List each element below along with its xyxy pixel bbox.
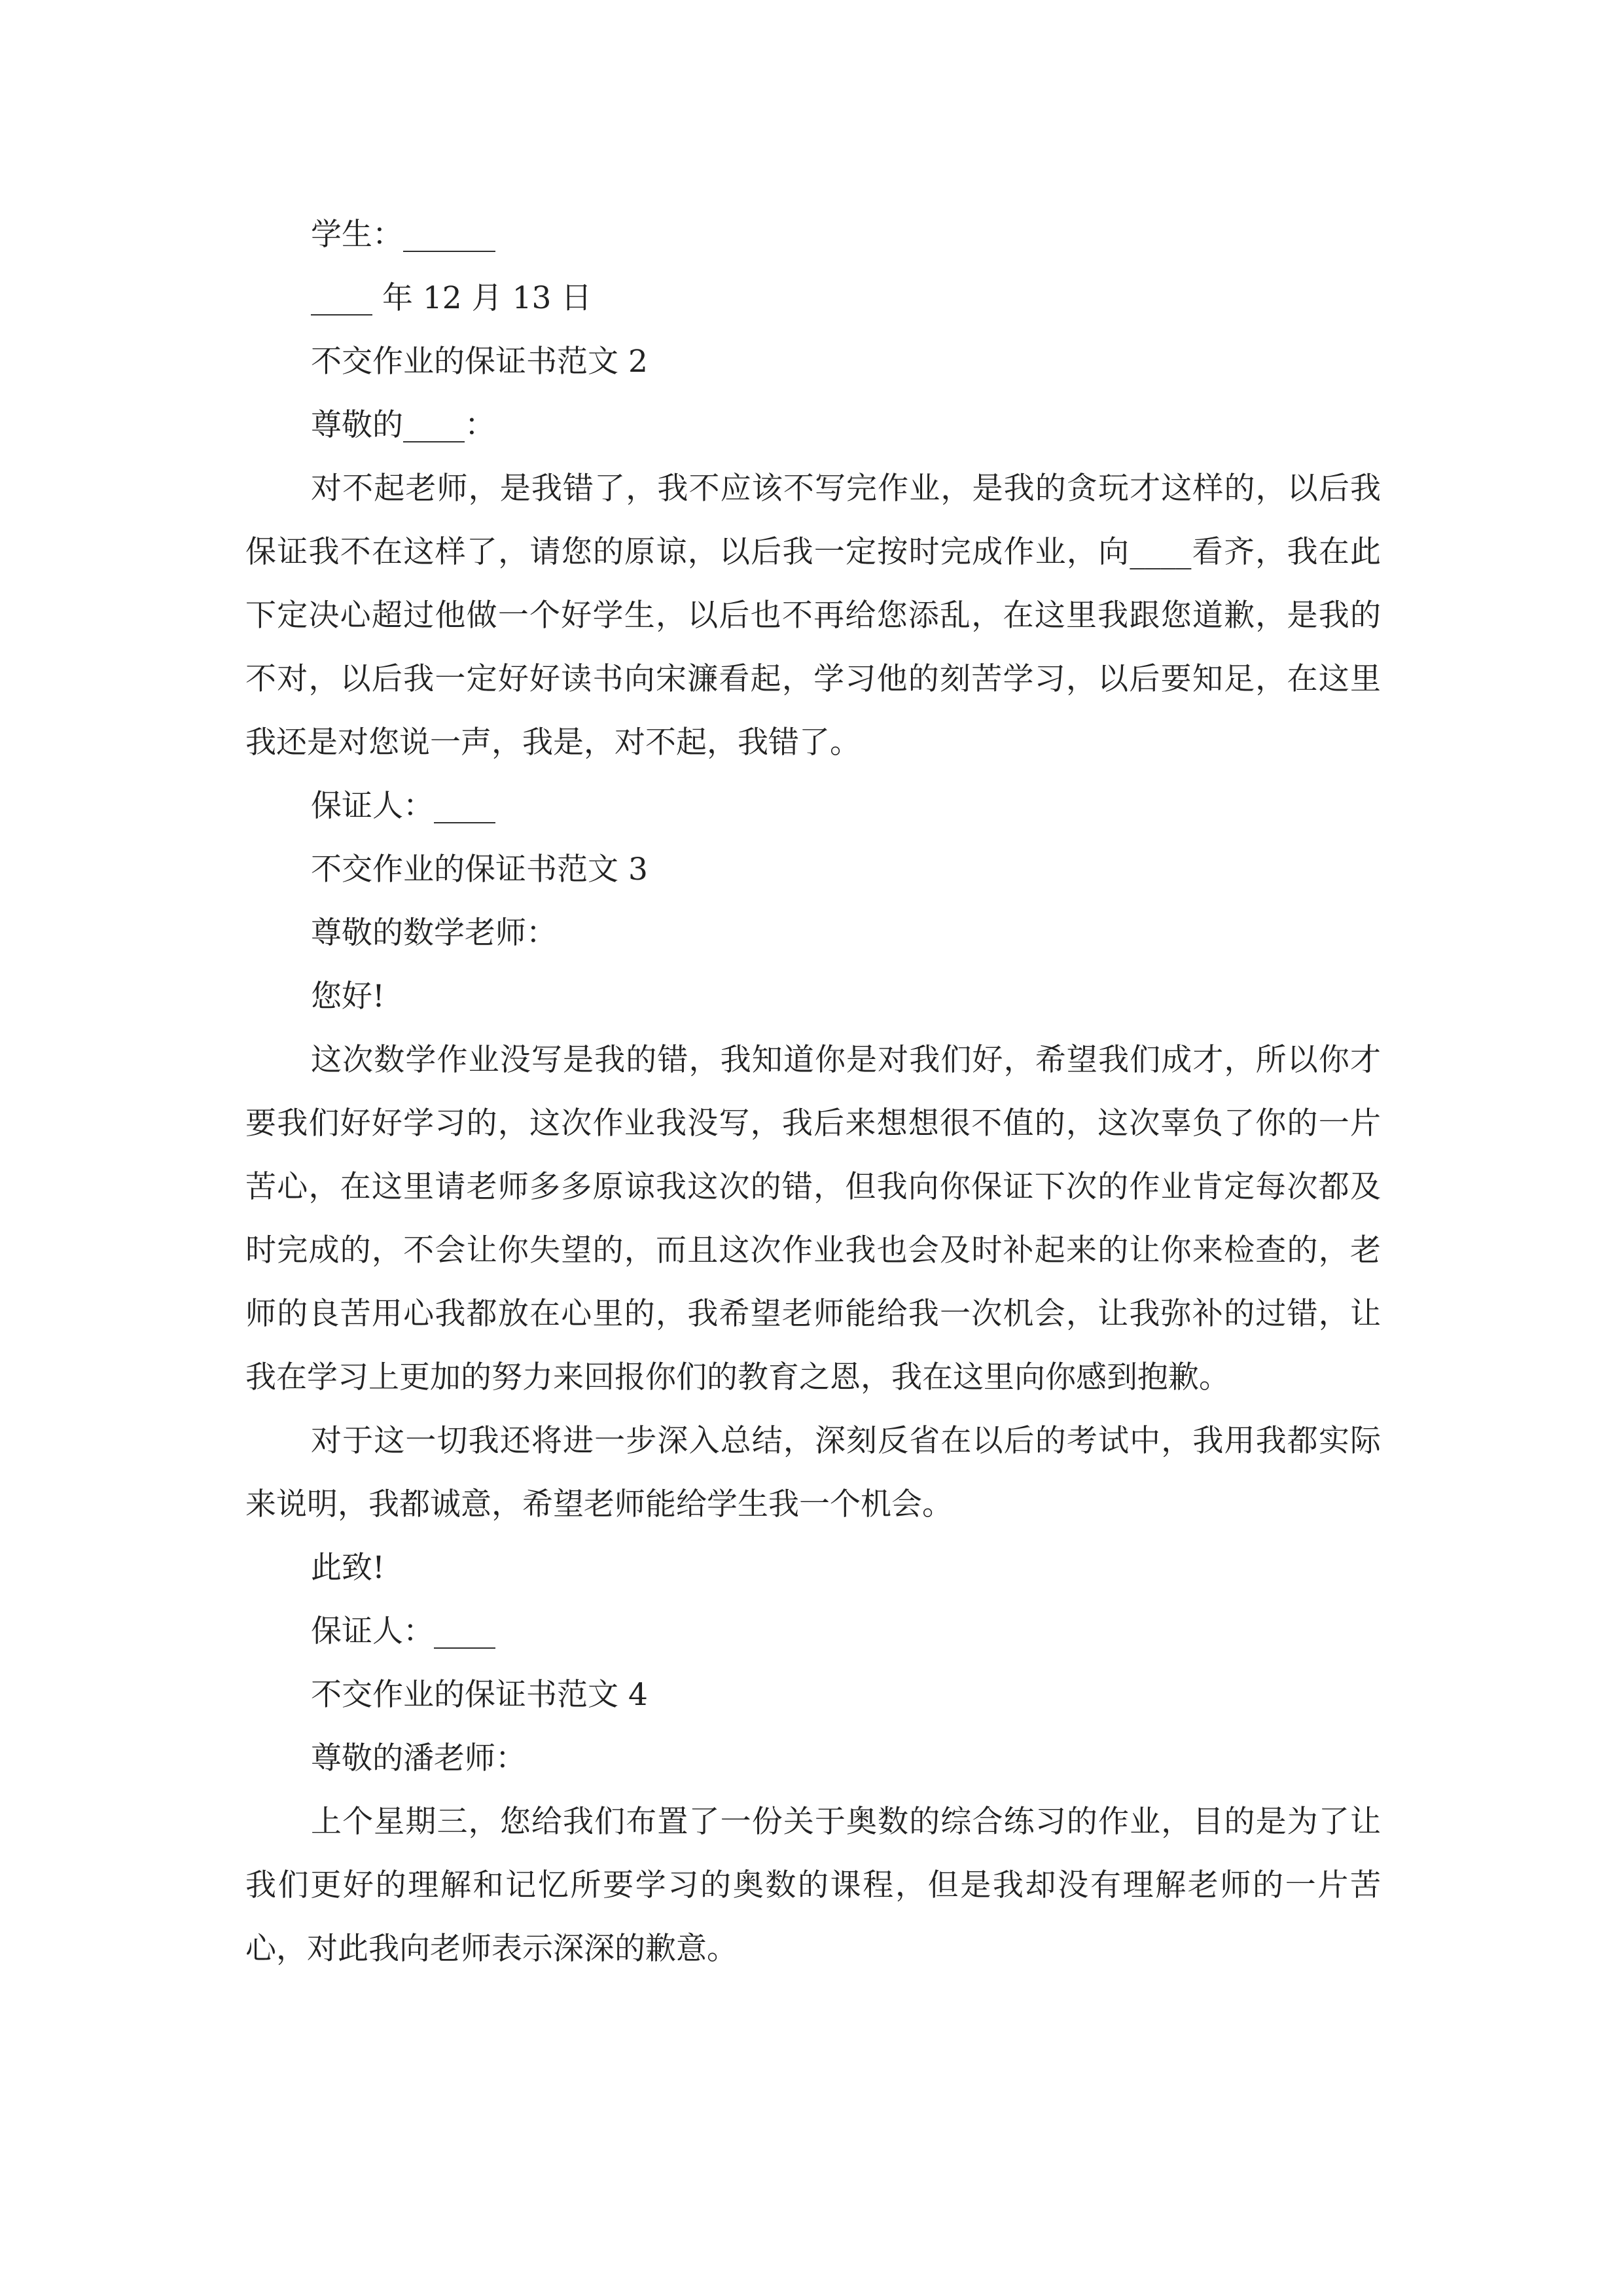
sample2-signature: 保证人：____ (311, 788, 495, 824)
sample4-body: 上个星期三，您给我们布置了一份关于奥数的综合练习的作业，目的是为了让我们更好的理解和记忆所要学习的奥数的课程，但是我却没有理解老师的一片苦心，对此我向老师表示深深的歉意。 (245, 1804, 1381, 1967)
sample3-signature: 保证人：____ (311, 1613, 495, 1649)
sample4-title: 不交作业的保证书范文 4 (311, 1677, 648, 1713)
sample3-title: 不交作业的保证书范文 3 (311, 852, 648, 888)
sample3-greeting: 您好! (311, 978, 385, 1014)
sample2-title: 不交作业的保证书范文 2 (311, 344, 648, 380)
sample3-closing: 此致! (311, 1550, 385, 1586)
student-signature-line: 学生：______ (311, 217, 495, 253)
sample3-salutation: 尊敬的数学老师： (311, 915, 557, 951)
document-body (245, 203, 1381, 1981)
sample4-salutation: 尊敬的潘老师： (311, 1740, 526, 1776)
date-line: ____ 年 12 月 13 日 (311, 280, 592, 316)
sample3-body-2: 对于这一切我还将进一步深入总结，深刻反省在以后的考试中，我用我都实际来说明，我都诚意，希望老师能给学生我一个机会。 (245, 1423, 1381, 1522)
sample3-body-1: 这次数学作业没写是我的错，我知道你是对我们好，希望我们成才，所以你才要我们好好学习的，这次作业我没写，我后来想想很不值的，这次辜负了你的一片苦心，在这里请老师多多原谅我这次的错，但我向你保证下次的作业肯定每次都及时完成的，不会让你失望的，而且这次作业我也会及时补起来的让你来检查的，老师的良苦用心我都放在心里的，我希望老师能给我一次机会，让我弥补的过错，让我在学习上更加的努力来回报你们的教育之恩，我在这里向你感到抱歉。 (245, 1042, 1381, 1395)
sample2-salutation: 尊敬的____： (311, 407, 495, 443)
sample2-body: 对不起老师，是我错了，我不应该不写完作业，是我的贪玩才这样的，以后我保证我不在这样了，请您的原谅，以后我一定按时完成作业，向____看齐，我在此下定决心超过他做一个好学生，以后也不再给您添乱，在这里我跟您道歉，是我的不对，以后我一定好好读书向宋濂看起，学习他的刻苦学习，以后要知足，在这里我还是对您说一声，我是，对不起，我错了。 (245, 471, 1381, 761)
